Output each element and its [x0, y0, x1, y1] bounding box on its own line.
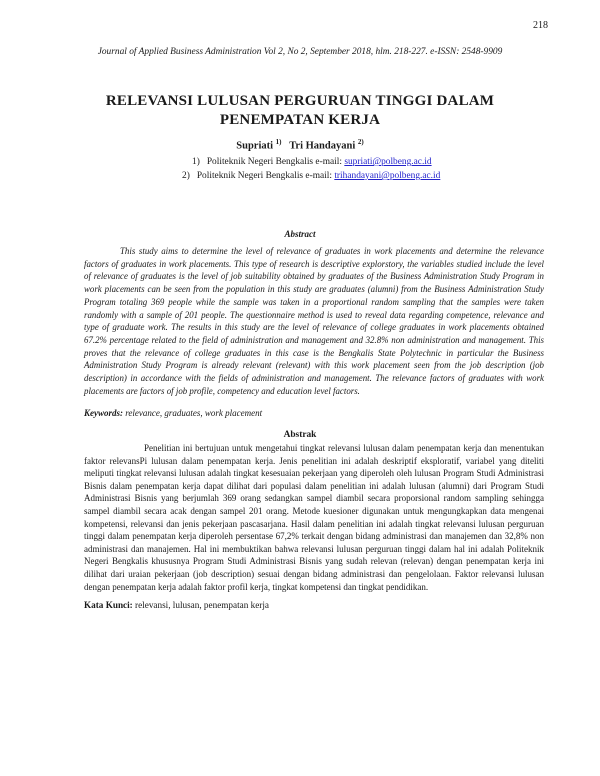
- journal-citation: Journal of Applied Business Administration Vol 2, No 2, September 2018, hlm. 218-227. e-ISSN: 2548-9909: [97, 47, 503, 57]
- abstract-body: [84, 245, 544, 397]
- abstrak-body: [84, 442, 544, 593]
- author-list: [0, 138, 600, 152]
- keywords-text: relevance, graduates, work placement: [125, 408, 263, 418]
- paper-title: [60, 92, 540, 130]
- abstract-heading: Abstract: [284, 229, 316, 239]
- author-2-marker: 2): [357, 138, 364, 146]
- abstrak-heading: Abstrak: [283, 430, 317, 440]
- affiliation-2-number: 2): [182, 171, 190, 181]
- page-number: 218: [533, 20, 548, 31]
- keywords: [84, 408, 262, 418]
- kata-kunci-label: Kata Kunci:: [84, 600, 133, 610]
- author-2-name: Tri Handayani: [289, 140, 356, 152]
- abstract-text: This study aims to determine the level of relevance of graduates in work placements and determine the relevance factors of graduates in work placements. This type of research is descriptive explorstory, the variables studied include the level of relevance of graduates is the level of job suitability obtained by graduates of the Business Administration Study Program in work placements can be seen from the population in this study are graduates (alumni) from the Business Administration Study Program totaling 369 people while the sample was taken in a proportional random sampling that the samples were taken randomly with a sample of 201 people. The questionnaire method is used to reveal data regarding competence, relevance and type of graduate work. The results in this study are the level of relevance of college graduates in work placements obtained 67.2% percentage related to the field of administration and management and 32.8% non administration and management. This proves that the relevance of college graduates in this case is the Bengkalis State Polytechnic in particular the Business Administration Study Program is already relevant (relevant) with this work placement seen from the job description (job description) in accordance with the fields of administration and management. The relevance factors of graduates with work placements are factors of job profile, competency and education level factors.: [84, 246, 544, 396]
- affiliation-2-text: Politeknik Negeri Bengkalis e-mail:: [196, 171, 332, 181]
- affiliation-2-email-link[interactable]: trihandayani@polbeng.ac.id: [334, 171, 441, 181]
- title-line-1: RELEVANSI LULUSAN PERGURUAN TINGGI DALAM: [105, 93, 495, 109]
- kata-kunci-text: relevansi, lulusan, penempatan kerja: [135, 600, 269, 610]
- author-1-marker: 1): [275, 138, 282, 146]
- kata-kunci: [84, 600, 269, 610]
- affiliation-1-number: 1): [192, 157, 200, 167]
- title-line-2: PENEMPATAN KERJA: [219, 112, 381, 128]
- keywords-label: Keywords:: [84, 408, 123, 418]
- affiliation-1-email-link[interactable]: supriati@polbeng.ac.id: [344, 157, 432, 167]
- affiliation-1: [192, 157, 432, 167]
- affiliation-2: [182, 171, 440, 181]
- author-1-name: Supriati: [236, 140, 274, 152]
- affiliation-1-text: Politeknik Negeri Bengkalis e-mail:: [206, 157, 342, 167]
- abstrak-text: Penelitian ini bertujuan untuk mengetahui tingkat relevansi lulusan dalam penempatan kerja dan menentukan faktor relevansPi lulusan dalam penempatan kerja. Jenis penelitian ini adalah deskriptif eksploratif, variabel yang diteliti meliputi tingkat relevansi lulusan adalah tingkat kesesuaian pekerjaan yang diperoleh oleh lulusan Program Studi Administrasi Bisnis dalam penempatan kerja dapat dilihat dari populasi dalam penelitian ini adalah lulusan (alumni) dari Program Studi Administrasi Bisnis yang berjumlah 369 orang sedangkan sampel diambil secara proporsional random sampling sehingga sampel diambil secara acak dengan sampel 201 orang. Metode kuesioner digunakan untuk mengungkapkan data mengenai kompetensi, relevansi dan jenis pekerjaan pascasarjana. Hasil dalam penelitian ini adalah tingkat relevansi lulusan perguruan tinggi dalam penempatan kerja diperoleh persentase 67,2% terkait dengan bidang administrasi dan manajemen dan 32,8% non administrasi dan manajemen. Hal ini membuktikan bahwa relevansi lulusan perguruan tinggi dalam hal ini adalah Politeknik Negeri Bengkalis khususnya Program Studi Administrasi Bisnis yang sudah relevan (relevan) dengan penempatan kerja ini dilihat dari uraian pekerjaan (job description) sesuai dengan bidang administrasi dan pengelolaan. Faktor relevansi lulusan dengan penempatan kerja adalah faktor profil kerja, tingkat kompetensi dan tingkat pendidikan.: [84, 443, 544, 592]
